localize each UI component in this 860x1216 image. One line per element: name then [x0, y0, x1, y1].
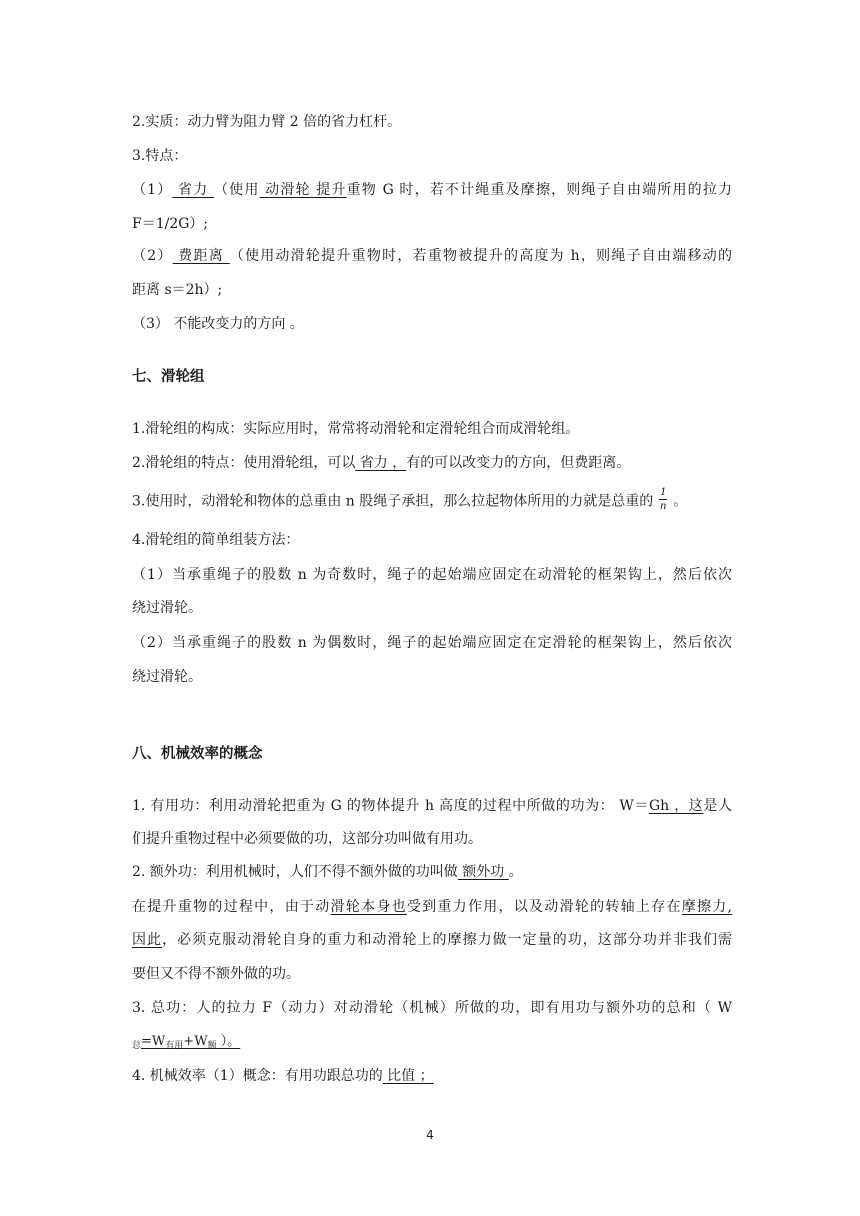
text-line: 因此，必须克服动滑轮自身的重力和动滑轮上的摩擦力做一定量的功，这部分功并非我们需 — [132, 932, 733, 948]
text-line: 2.实质：动力臂为阻力臂 2 倍的省力杠杆。 — [132, 114, 402, 130]
text-line: 4.滑轮组的简单组装方法： — [132, 532, 300, 548]
text-line: 3. 总功：人的拉力 F（动力）对动滑轮（机械）所做的功，即有用功与额外功的总和（ W — [132, 1000, 732, 1016]
section-heading: 八、机械效率的概念 — [132, 746, 263, 762]
text-line: （3） 不能改变力的方向 。 — [132, 316, 304, 332]
blank-answer: 额外功 — [457, 864, 509, 880]
fraction: $\frac{1}{n}$ — [660, 487, 667, 512]
text-line: （1）当承重绳子的股数 n 为奇数时，绳子的起始端应固定在动滑轮的框架钩上，然后依次 — [132, 567, 732, 583]
blank-answer: 比值 ； — [382, 1068, 434, 1084]
blank-answer: 省力 ， — [355, 455, 407, 471]
text-line: 2. 额外功：利用机械时，人们不得不额外做的功叫做 额外功 。 — [132, 864, 523, 880]
text-line: 1. 有用功：利用动滑轮把重为 G 的物体提升 h 高度的过程中所做的功为： W＝Gh ，这是人 — [132, 798, 733, 814]
text-line: 距离 s＝2h）; — [132, 282, 223, 298]
blank-answer: 省力 — [172, 182, 215, 198]
text-line: 们提升重物过程中必须要做的功，这部分功叫做有用功。 — [132, 831, 482, 847]
text-line: （1） 省力 （使用 动滑轮 提升重物 G 时，若不计绳重及摩擦，则绳子自由端所用的拉力 — [132, 182, 732, 198]
text-line: 3.使用时，动滑轮和物体的总重由 n 股绳子承担，那么拉起物体所用的力就是总重的 $\frac{1}{n}$ 。 — [132, 487, 688, 512]
text-line: 绕过滑轮。 — [132, 669, 202, 685]
underlined-text: 滑轮本身也 — [330, 899, 407, 915]
text-line: 要但又不得不额外做的功。 — [132, 966, 300, 982]
text-line: （2）当承重绳子的股数 n 为偶数时，绳子的起始端应固定在定滑轮的框架钩上，然后依次 — [132, 635, 732, 651]
text-line: 在提升重物的过程中，由于动滑轮本身也受到重力作用，以及动滑轮的转轴上存在摩擦力, — [132, 899, 733, 915]
text-line: 4. 机械效率（1）概念：有用功跟总功的 比值 ； — [132, 1068, 434, 1084]
blank-answer: 动滑轮 提升 — [259, 182, 347, 198]
page-number: 4 — [426, 1128, 434, 1142]
text-line: F＝1/2G）; — [132, 216, 209, 232]
blank-answer: 费距离 — [172, 248, 230, 264]
blank-answer: Gh ，这 — [648, 798, 704, 814]
text-line: 绕过滑轮。 — [132, 600, 202, 616]
formula-line: $_总=W_{有用}+W_额$ ）。 — [132, 1034, 241, 1051]
text-line: 1.滑轮组的构成：实际应用时，常常将动滑轮和定滑轮组合而成滑轮组。 — [132, 421, 580, 437]
underlined-text: 摩擦力, — [681, 899, 733, 915]
section-heading: 七、滑轮组 — [132, 369, 205, 385]
text-line: 3.特点： — [132, 148, 188, 164]
text-line: 2.滑轮组的特点：使用滑轮组，可以 省力 ，有的可以改变力的方向，但费距离。 — [132, 455, 631, 471]
text-line: （2） 费距离 （使用动滑轮提升重物时，若重物被提升的高度为 h，则绳子自由端移动的 — [132, 248, 732, 264]
blank-answer: $=W_{有用}+W_额$ ）。 — [141, 1034, 241, 1051]
underlined-text: 因此 — [132, 932, 163, 948]
